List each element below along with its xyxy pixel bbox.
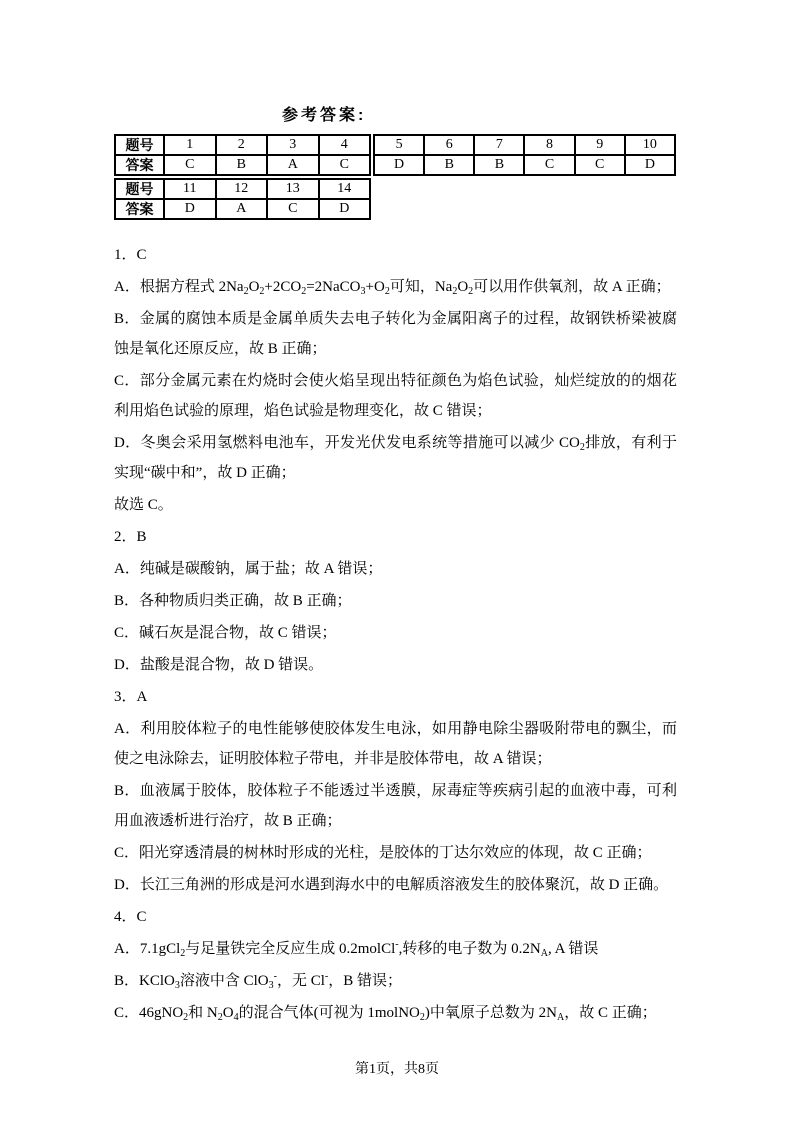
explanations-section xyxy=(114,240,677,1028)
question-number-cell: 3 xyxy=(267,135,319,155)
table-row xyxy=(115,199,370,219)
answer-letter-cell: C xyxy=(524,155,574,175)
subscript-text: 2 xyxy=(384,286,390,297)
subscript-text: 2 xyxy=(259,286,265,297)
answer-letter-cell: D xyxy=(319,199,371,219)
subscript-text: 2 xyxy=(468,286,474,297)
document-content xyxy=(114,106,677,1030)
answer-letter-cell: C xyxy=(575,155,625,175)
q3-option-a: A．利用胶体粒子的电性能够使胶体发生电泳，如用静电除尘器吸附带电的飘尘，而使之电泳除去，证明胶体粒子带电，并非是胶体带电，故 A 错误； xyxy=(114,721,677,767)
q2-option-b: B．各种物质归类正确，故 B 正确； xyxy=(114,593,352,609)
table-row xyxy=(115,135,370,155)
q4-option-a: A．7.1gCl$_2$与足量铁完全反应生成 0.2molCl-,转移的电子数为 $0.2N_A$, A 错误 xyxy=(114,939,599,959)
question-number-cell: 6 xyxy=(424,135,474,155)
row-header-cell: 题号 xyxy=(115,179,164,199)
q2-option-a: A．纯碱是碳酸钠，属于盐；故 A 错误； xyxy=(114,561,383,577)
question-number-cell: 10 xyxy=(625,135,675,155)
table-row xyxy=(115,155,370,175)
answer-letter-cell: D xyxy=(374,155,424,175)
answer-letter-cell: D xyxy=(164,199,216,219)
q1-option-d: D．冬奥会采用氢燃料电池车，开发光伏发电系统等措施可以减少 $CO_2$排放，有利于实现“碳中和”，故 D 正确； xyxy=(114,435,677,481)
q3-option-c: C．阳光穿透清晨的树林时形成的光柱，是胶体的丁达尔效应的体现，故 C 正确； xyxy=(114,845,652,861)
q3-option-b: B．血液属于胶体，胶体粒子不能透过半透膜，尿毒症等疾病引起的血液中毒，可利用血液透析进行治疗，故 B 正确； xyxy=(114,783,677,829)
answer-letter-cell: C xyxy=(319,155,371,175)
row-header-cell: 题号 xyxy=(115,135,164,155)
answer-table-block-1 xyxy=(114,134,371,176)
question-number-cell: 2 xyxy=(216,135,268,155)
q1-option-b: B．金属的腐蚀本质是金属单质失去电子转化为金属阳离子的过程，故钢铁桥梁被腐蚀是氧化还原反应，故 B 正确； xyxy=(114,311,677,357)
q4-option-b: B．KClO$_3$溶液中含 ClO$_3$-，无 Cl-，B 错误； xyxy=(114,971,402,991)
q4-option-c: C．46gNO$_2$和 $N_2O_4$的混合气体(可视为 1molNO$_2$)中氧原子总数为 $2N_A$，故 C 正确； xyxy=(114,1005,657,1023)
superscript-text: - xyxy=(395,939,399,950)
q1-conclusion: 故选 C。 xyxy=(114,497,173,513)
answer-table-block-2 xyxy=(373,134,676,176)
table-row xyxy=(374,155,675,175)
answer-letter-cell: B xyxy=(424,155,474,175)
subscript-text: 4 xyxy=(233,1012,239,1023)
answer-letter-cell: B xyxy=(474,155,524,175)
answer-table-block-3 xyxy=(114,178,371,220)
page-title: 参考答案: xyxy=(282,107,367,124)
table-row xyxy=(374,135,675,155)
subscript-text: 2 xyxy=(579,442,585,453)
q2-answer: 2．B xyxy=(114,529,147,545)
q2-option-d: D．盐酸是混合物，故 D 错误。 xyxy=(114,657,324,673)
subscript-text: 2 xyxy=(217,1012,223,1023)
table-row xyxy=(115,179,370,199)
q1-option-a: A．根据方程式 $2Na_2O_2+2CO_2=2NaCO_3+O_2$可知，$Na_2O_2$可以用作供氧剂，故 A 正确； xyxy=(114,279,671,297)
q3-option-d: D．长江三角洲的形成是河水遇到海水中的电解质溶液发生的胶体聚沉，故 D 正确。 xyxy=(114,877,669,893)
question-number-cell: 5 xyxy=(374,135,424,155)
q4-answer: 4．C xyxy=(114,909,147,925)
subscript-text: 3 xyxy=(360,286,366,297)
page-footer xyxy=(0,1058,794,1078)
question-number-cell: 7 xyxy=(474,135,524,155)
question-number-cell: 14 xyxy=(319,179,371,199)
answer-letter-cell: C xyxy=(164,155,216,175)
question-number-cell: 13 xyxy=(267,179,319,199)
answer-letter-cell: D xyxy=(625,155,675,175)
subscript-text: 3 xyxy=(174,980,180,991)
subscript-text: 2 xyxy=(183,1012,189,1023)
question-number-cell: 11 xyxy=(164,179,216,199)
question-number-cell: 12 xyxy=(216,179,268,199)
answer-table-top-row xyxy=(114,134,677,176)
subscript-text: 2 xyxy=(180,948,186,959)
subscript-text: A xyxy=(556,1012,565,1023)
subscript-text: 2 xyxy=(243,286,249,297)
subscript-text: 2 xyxy=(419,1012,425,1023)
question-number-cell: 4 xyxy=(319,135,371,155)
answer-letter-cell: A xyxy=(216,199,268,219)
superscript-text: - xyxy=(273,971,277,982)
subscript-text: 2 xyxy=(301,286,307,297)
subscript-text: 3 xyxy=(268,980,274,991)
subscript-text: A xyxy=(540,948,548,959)
answer-table xyxy=(114,134,677,220)
q1-answer: 1．C xyxy=(114,247,147,263)
question-number-cell: 9 xyxy=(575,135,625,155)
q3-answer: 3．A xyxy=(114,689,148,705)
answer-letter-cell: A xyxy=(267,155,319,175)
row-header-cell: 答案 xyxy=(115,155,164,175)
q2-option-c: C．碱石灰是混合物，故 C 错误； xyxy=(114,625,337,641)
page-indicator: 第1页，共8页 xyxy=(355,1062,439,1077)
answer-letter-cell: B xyxy=(216,155,268,175)
subscript-text: 2 xyxy=(452,286,458,297)
question-number-cell: 1 xyxy=(164,135,216,155)
row-header-cell: 答案 xyxy=(115,199,164,219)
question-number-cell: 8 xyxy=(524,135,574,155)
q1-option-c: C．部分金属元素在灼烧时会使火焰呈现出特征颜色为焰色试验，灿烂绽放的的烟花利用焰色试验的原理，焰色试验是物理变化，故 C 错误； xyxy=(114,373,677,419)
superscript-text: - xyxy=(324,971,329,982)
answer-letter-cell: C xyxy=(267,199,319,219)
